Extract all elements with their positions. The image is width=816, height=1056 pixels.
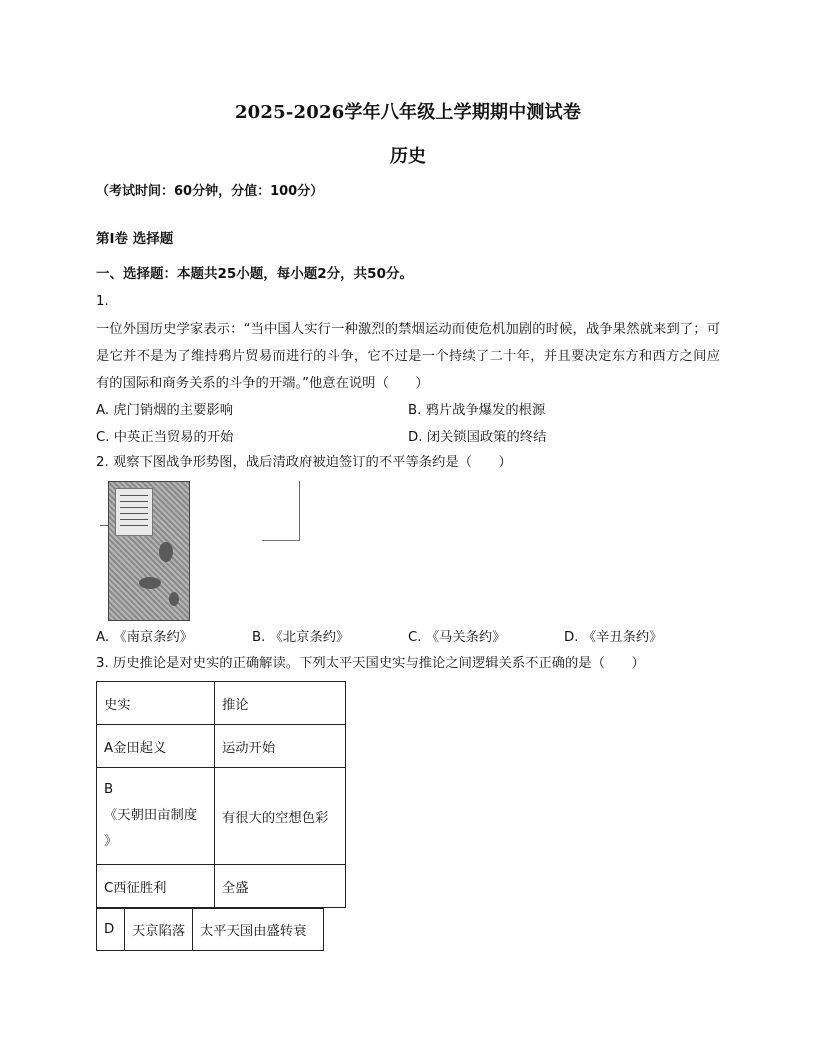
row-b-line-3: 》: [104, 834, 118, 849]
row-b-line-2: 《天朝田亩制度: [104, 808, 198, 823]
exam-info: （考试时间：60分钟，分值：100分）: [96, 184, 324, 199]
image-frame-line: [262, 540, 300, 541]
q1-option-b: B. 鸦片战争爆发的根源: [408, 403, 546, 418]
table-row: [97, 865, 346, 908]
q1-option-d: D. 闭关锁国政策的终结: [408, 430, 547, 445]
table-cell: A金田起义: [97, 725, 215, 768]
table-header-fact: 史实: [97, 682, 215, 725]
table-row: [97, 682, 346, 725]
table-cell: D: [97, 909, 125, 951]
part-heading: 一、选择题：本题共25小题，每小题2分，共50分。: [96, 266, 413, 282]
table-cell: 有很大的空想色彩: [215, 768, 346, 865]
question-1-number: 1.: [96, 294, 109, 309]
exam-title: 2025-2026学年八年级上学期期中测试卷: [234, 102, 582, 123]
table-cell: 全盛: [215, 865, 346, 908]
table-cell: 太平天国由盛转衰: [193, 909, 324, 951]
map-legend: [115, 488, 153, 536]
table-row: [97, 909, 324, 951]
q2-option-a: A. 《南京条约》: [96, 630, 194, 645]
question-3-text: 3. 历史推论是对史实的正确解读。下列太平天国史实与推论之间逻辑关系不正确的是（ ）: [96, 656, 645, 671]
table-header-inference: 推论: [215, 682, 346, 725]
q3-table: [96, 681, 346, 908]
table-cell: [97, 768, 215, 865]
subject-title: 历史: [390, 146, 426, 167]
question-1-text: 一位外国历史学家表示：“当中国人实行一种激烈的禁烟运动而使危机加剧的时候，战争果然就来到了；可是它并不是为了维持鸦片贸易而进行的斗争，它不过是一个持续了二十年，并且要决定东方和西方之间应有的国际和商务关系的斗争的开端。”他意在说明（ ）: [96, 322, 720, 391]
table-row: [97, 725, 346, 768]
q2-option-d: D. 《辛丑条约》: [564, 630, 663, 645]
war-situation-map: [108, 481, 190, 621]
q1-option-c: C. 中英正当贸易的开始: [96, 430, 234, 445]
section-heading: 第Ⅰ卷 选择题: [96, 231, 174, 247]
table-cell: C西征胜利: [97, 865, 215, 908]
q2-option-c: C. 《马关条约》: [408, 630, 506, 645]
table-cell: 运动开始: [215, 725, 346, 768]
map-dash-mark: [100, 525, 108, 526]
table-cell: 天京陷落: [125, 909, 193, 951]
q3-table-row-d: [96, 908, 324, 951]
row-b-label: B: [104, 782, 114, 797]
image-frame-line: [299, 481, 300, 541]
q1-option-a: A. 虎门销烟的主要影响: [96, 403, 233, 418]
question-2-text: 2. 观察下图战争形势图，战后清政府被迫签订的不平等条约是（ ）: [96, 455, 512, 470]
q2-option-b: B. 《北京条约》: [252, 630, 350, 645]
table-row: [97, 768, 346, 865]
